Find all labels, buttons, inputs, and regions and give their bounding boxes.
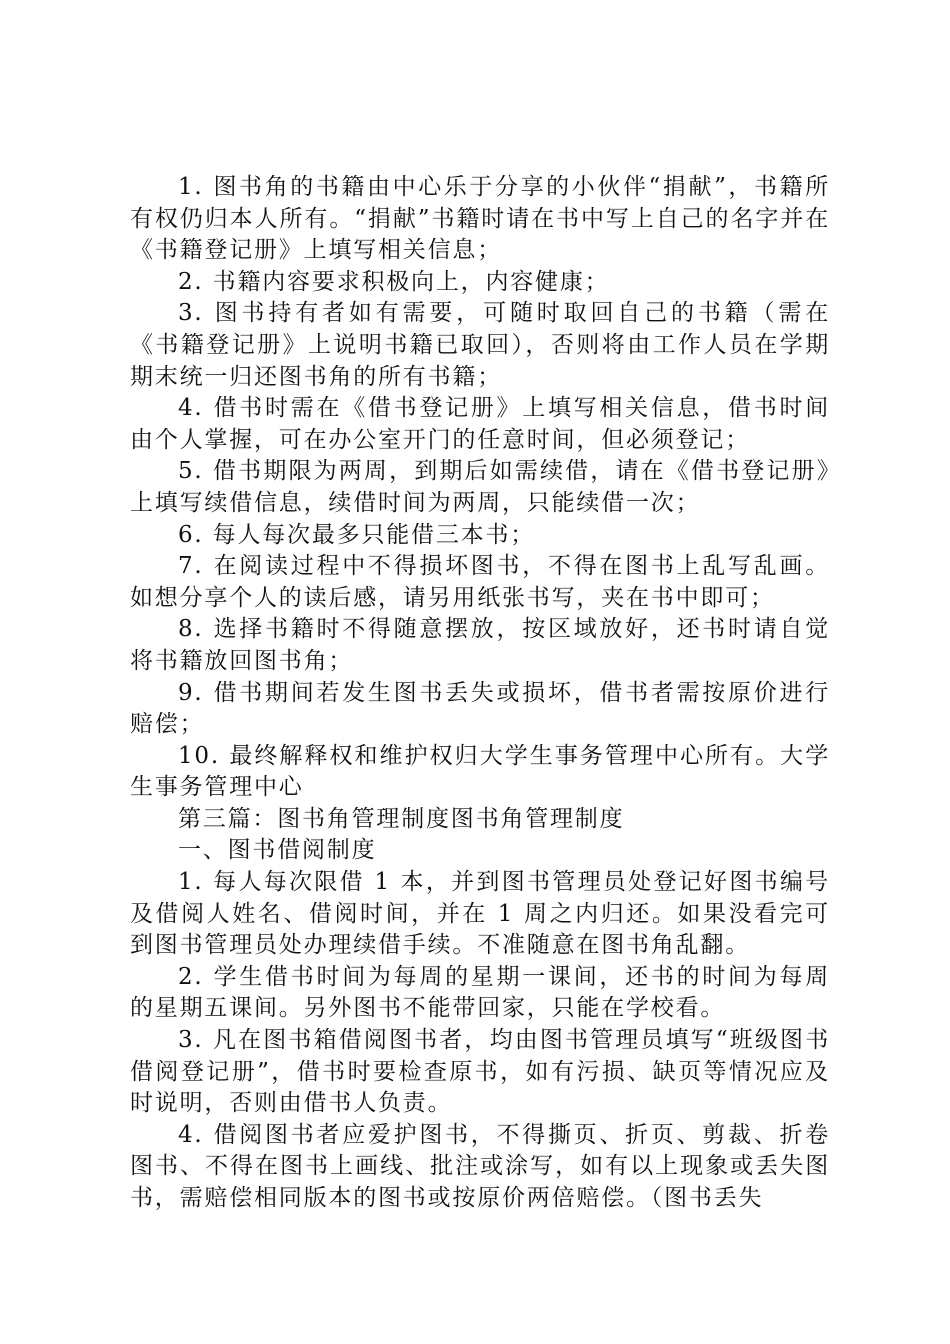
- paragraph-borrow-rule-2: 2. 学生借书时间为每周的星期一课间，还书的时间为每周的星期五课间。另外图书不能带回家，只能在学校看。: [130, 963, 830, 1022]
- paragraph-rule-9: 9. 借书期间若发生图书丢失或损坏，借书者需按原价进行赔偿；: [130, 679, 830, 738]
- paragraph-rule-2: 2. 书籍内容要求积极向上，内容健康；: [178, 268, 610, 295]
- paragraph-rule-5: 5. 借书期限为两周，到期后如需续借，请在《借书登记册》上填写续借信息，续借时间为两周，只能续借一次；: [130, 458, 830, 516]
- paragraph-borrow-rule-1: 1. 每人每次限借 1 本，并到图书管理员处登记好图书编号及借阅人姓名、借阅时间，并在 1 周之内归还。如果没看完可到图书管理员处办理续借手续。不准随意在图书角乱翻。: [130, 869, 830, 959]
- paragraph-borrow-rule-3: 3. 凡在图书箱借阅图书者，均由图书管理员填写“班级图书借阅登记册”，借书时要检查原书，如有污损、缺页等情况应及时说明，否则由借书人负责。: [130, 1027, 830, 1117]
- paragraph-rule-4: 4. 借书时需在《借书登记册》上填写相关信息，借书时间由个人掌握，可在办公室开门的任意时间，但必须登记；: [130, 395, 830, 453]
- section-heading: 第三篇：图书角管理制度图书角管理制度: [178, 805, 625, 832]
- paragraph-rule-7: 7. 在阅读过程中不得损坏图书，不得在图书上乱写乱画。如想分享个人的读后感，请另用纸张书写，夹在书中即可；: [130, 553, 830, 611]
- paragraph-rule-8: 8. 选择书籍时不得随意摆放，按区域放好，还书时请自觉将书籍放回图书角；: [130, 616, 830, 674]
- paragraph-rule-1: 1. 图书角的书籍由中心乐于分享的小伙伴“捐献”，书籍所有权仍归本人所有。“捐献”书籍时请在书中写上自己的名字并在《书籍登记册》上填写相关信息；: [130, 174, 830, 264]
- paragraph-borrow-rule-4: 4. 借阅图书者应爱护图书，不得撕页、折页、剪裁、折卷图书、不得在图书上画线、批注或涂写，如有以上现象或丢失图书，需赔偿相同版本的图书或按原价两倍赔偿。（图书丢失: [130, 1121, 830, 1211]
- paragraph-rule-6: 6. 每人每次最多只能借三本书；: [178, 521, 536, 548]
- subsection-heading: 一、图书借阅制度: [178, 837, 377, 864]
- paragraph-rule-3: 3. 图书持有者如有需要，可随时取回自己的书籍（需在《书籍登记册》上说明书籍已取回），否则将由工作人员在学期期末统一归还图书角的所有书籍；: [130, 300, 830, 390]
- paragraph-rule-10: 10. 最终解释权和维护权归大学生事务管理中心所有。大学生事务管理中心: [130, 742, 830, 801]
